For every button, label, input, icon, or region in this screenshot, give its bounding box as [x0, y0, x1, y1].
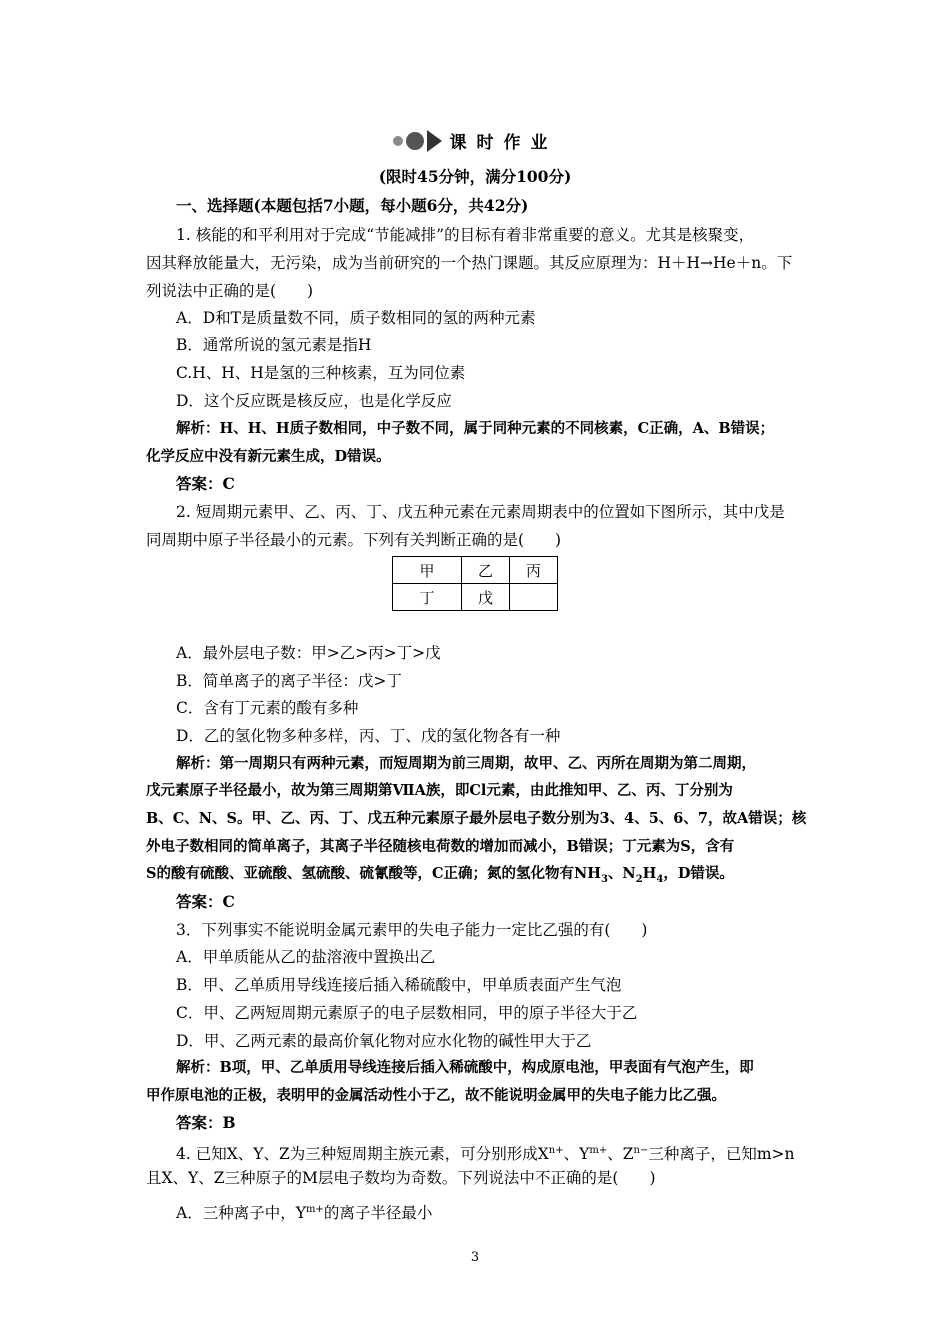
q1-stem-line2: 因其释放能量大，无污染，成为当前研究的一个热门课题。其反应原理为：H＋H→He＋n。下: [146, 254, 793, 272]
q4-stem-line2: 且X、Y、Z三种原子的M层电子数均为奇数。下列说法中不正确的是( ): [146, 1169, 656, 1187]
q4-stem-line1: 4. 已知X、Y、Z为三种短周期主族元素，可分别形成$X^{n+}$、$Y^{m+}$、$Z^{n-}$三种离子，已知m>n: [176, 1145, 795, 1164]
q3-explanation-line2: 甲作原电池的正极，表明甲的金属活动性小于乙，故不能说明金属甲的失电子能力比乙强。: [146, 1087, 726, 1104]
q3-explanation-line1: 解析：B项，甲、乙单质用导线连接后插入稀硫酸中，构成原电池，甲表面有气泡产生，即: [176, 1059, 754, 1076]
q2-explanation-line2: 戊元素原子半径最小，故为第三周期第ⅦA族，即Cl元素，由此推知甲、乙、丙、丁分别为: [146, 782, 733, 799]
q2-explanation-line1: 解析：第一周期只有两种元素，而短周期为前三周期，故甲、乙、丙所在周期为第二周期，: [176, 755, 756, 772]
q2-explanation-line4: 外电子数相同的简单离子，其离子半径随核电荷数的增加而减小，B错误；丁元素为S，含有: [146, 838, 735, 855]
section-header: [0, 128, 950, 153]
table-cell: 甲: [393, 557, 462, 584]
table-row: [393, 557, 558, 584]
table-cell: 乙: [462, 557, 510, 584]
periodic-table-fragment: [392, 556, 558, 611]
q1-option-c: C.H、H、H是氢的三种核素，互为同位素: [176, 364, 466, 382]
q2-option-d: D．乙的氢化物多种多样，丙、丁、戊的氢化物各有一种: [176, 727, 561, 745]
q3-option-c: C．甲、乙两短周期元素原子的电子层数相同，甲的原子半径大于乙: [176, 1004, 638, 1022]
q1-stem-line3: 列说法中正确的是( ): [146, 282, 314, 300]
q2-stem-line1: 2. 短周期元素甲、乙、丙、丁、戊五种元素在元素周期表中的位置如下图所示，其中戊是: [176, 503, 785, 521]
header-title: 课时作业: [449, 133, 558, 153]
time-limit: (限时45分钟，满分100分): [378, 167, 572, 186]
q3-stem: 3．下列事实不能说明金属元素甲的失电子能力一定比乙强的有( ): [176, 921, 648, 939]
table-cell: 戊: [462, 584, 510, 611]
section-heading: 一、选择题(本题包括7小题，每小题6分，共42分): [176, 196, 529, 215]
q2-stem-line2: 同周期中原子半径最小的元素。下列有关判断正确的是( ): [146, 531, 562, 549]
table-row: [393, 584, 558, 611]
q2-option-c: C．含有丁元素的酸有多种: [176, 699, 359, 717]
q3-option-a: A．甲单质能从乙的盐溶液中置换出乙: [176, 948, 436, 966]
table-cell: 丁: [393, 584, 462, 611]
q2-option-b: B．简单离子的离子半径：戊>丁: [176, 672, 402, 690]
q2-option-a: A．最外层电子数：甲>乙>丙>丁>戊: [176, 644, 441, 662]
q1-explanation-line1: 解析：H、H、H质子数相同，中子数不同，属于同种元素的不同核素，C正确，A、B错误；: [176, 420, 775, 437]
q3-answer: 答案：B: [176, 1113, 236, 1132]
q4-option-a: A．三种离子中，$Y^{m+}$的离子半径最小: [176, 1204, 433, 1223]
table-cell: 丙: [510, 557, 558, 584]
q3-option-d: D．甲、乙两元素的最高价氧化物对应水化物的碱性甲大于乙: [176, 1032, 592, 1050]
q3-option-b: B．甲、乙单质用导线连接后插入稀硫酸中，甲单质表面产生气泡: [176, 976, 622, 994]
header-decoration-icon: [393, 130, 442, 152]
q1-option-d: D．这个反应既是核反应，也是化学反应: [176, 392, 452, 410]
q1-option-a: A．D和T是质量数不同，质子数相同的氢的两种元素: [176, 309, 536, 327]
table-cell: [510, 584, 558, 611]
q1-option-b: B．通常所说的氢元素是指H: [176, 336, 372, 354]
q1-answer: 答案：C: [176, 474, 235, 493]
q2-answer: 答案：C: [176, 892, 235, 911]
q2-explanation-line5: S的酸有硫酸、亚硫酸、氢硫酸、硫氰酸等，C正确；氮的氢化物有$NH_3$、$N_2H_4$，D错误。: [146, 865, 734, 885]
page-number: 3: [470, 1250, 480, 1265]
q1-explanation-line2: 化学反应中没有新元素生成，D错误。: [146, 448, 391, 465]
q2-explanation-line3: B、C、N、S。甲、乙、丙、丁、戊五种元素原子最外层电子数分别为3、4、5、6、7，故A错误；核: [146, 810, 807, 827]
q1-stem-line1: 1. 核能的和平利用对于完成“节能减排”的目标有着非常重要的意义。尤其是核聚变，: [176, 226, 755, 244]
